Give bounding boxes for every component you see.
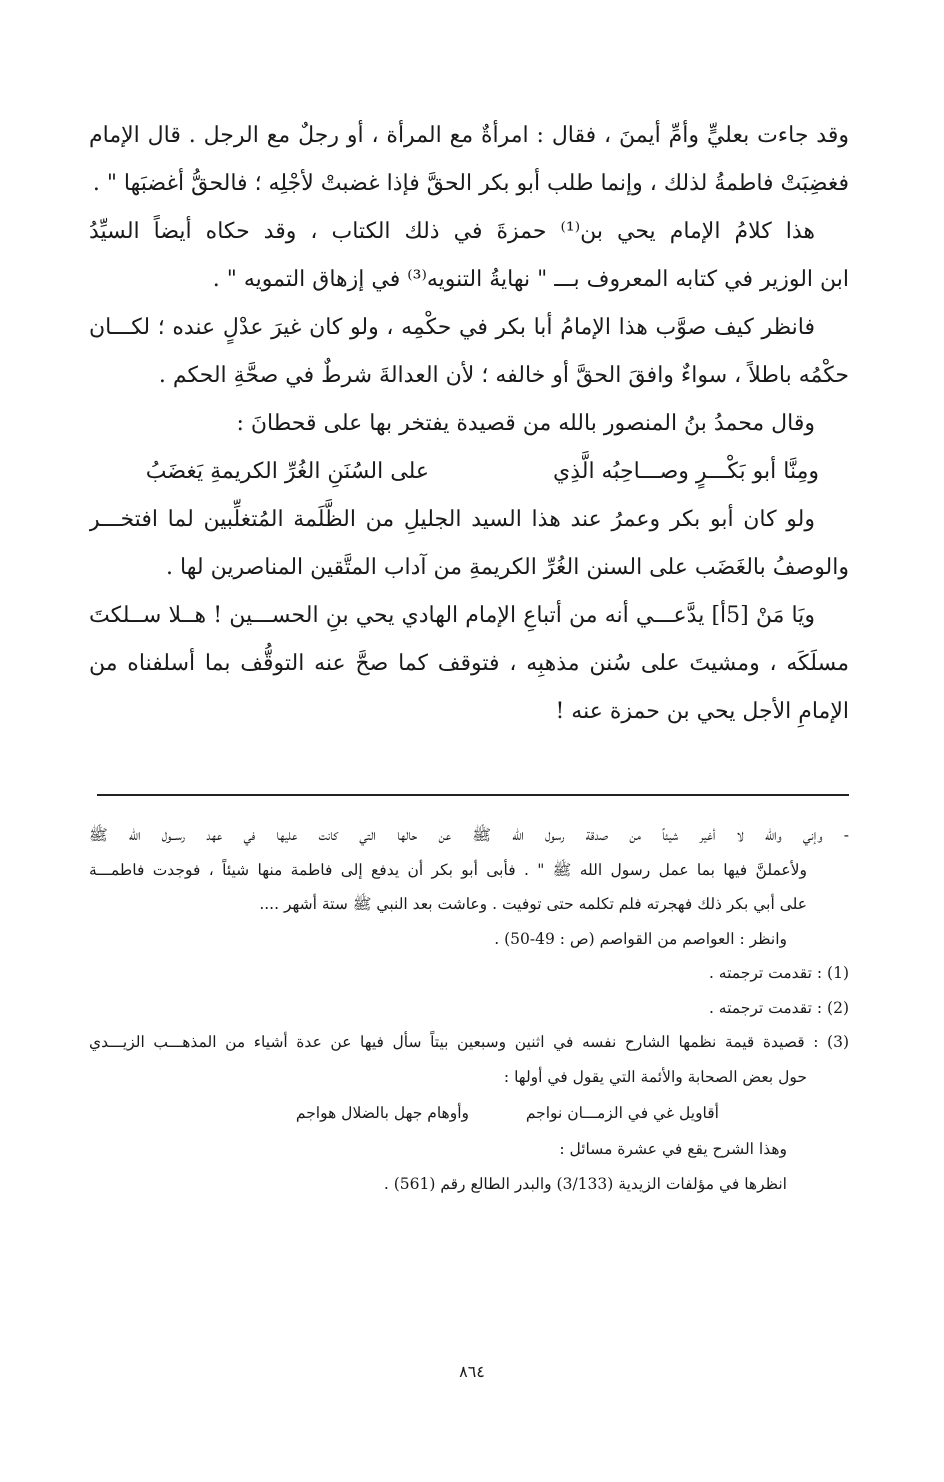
main-text bbox=[89, 112, 849, 736]
footnote-verse bbox=[89, 1094, 849, 1132]
body-line: ولو كان أبو بكر وعمرُ عند هذا السيد الجليلِ من الظَّلَمة المُتغلِّبين لما افتخـــر bbox=[89, 507, 815, 532]
footnote-line: انظرها في مؤلفات الزيدية (3/133) والبدر الطالع رقم (561) . bbox=[383, 1174, 787, 1193]
body-line: الإمامِ الأجل يحي بن حمزة عنه ! bbox=[555, 699, 849, 724]
footnote-line: حول بعض الصحابة والأئمة التي يقول في أولها : bbox=[503, 1067, 807, 1086]
verse-second-hemistich: وأوهام جهل بالضلال هواجم bbox=[295, 1104, 469, 1122]
footnote-1: (1) : تقدمت ترجمته . bbox=[708, 964, 849, 982]
footnote-3: (3) : قصيدة قيمة نظمها الشارح نفسه في اثنين وسبعين بيتاً سأل فيها عن عدة أشياء من المذهـــب الزيـــدي bbox=[89, 1033, 849, 1051]
verse-first-hemistich: أقاويل غي في الزمـــان نواجم bbox=[525, 1104, 719, 1122]
footnote-separator bbox=[97, 794, 849, 796]
footnote-line: وهذا الشرح يقع في عشرة مسائل : bbox=[559, 1140, 787, 1158]
footnotes bbox=[89, 818, 849, 1201]
body-line: وقد جاءت بعليٍّ وأمِّ أيمنَ ، فقال : امرأةٌ مع المرأة ، أو رجلٌ مع الرجل . قال الإمام bbox=[89, 123, 849, 148]
footnote-line: وانظر : العواصم من القواصم (ص : 49-50) . bbox=[494, 929, 787, 948]
body-line: ابن الوزير في كتابه المعروف بـــ " نهايةُ التنويه⁽³⁾ في إزهاق التمويه " . bbox=[212, 267, 849, 292]
poem-verse bbox=[89, 448, 849, 496]
body-line: مسلَكَه ، ومشيتَ على سُنن مذهبِه ، فتوقف كما صحَّ عنه التوقُّف بما أسلفناه من bbox=[89, 651, 849, 676]
body-line: وقال محمدُ بنُ المنصور بالله من قصيدة يفتخر بها على قحطانَ : bbox=[236, 411, 815, 436]
footnote-line: على أبي بكر ذلك فهجرته فلم تكلمه حتى توفيت . وعاشت بعد النبي ﷺ ستة أشهر .... bbox=[259, 895, 807, 913]
body-line: فانظر كيف صوَّب هذا الإمامُ أبا بكر في حكْمِه ، ولو كان غيرَ عدْلٍ عنده ؛ لكـــان bbox=[89, 315, 815, 340]
body-line: هذا كلامُ الإمام يحي بن⁽¹⁾ حمزةَ في ذلك الكتاب ، وقد حكاه أيضاً السيِّدُ bbox=[89, 219, 815, 244]
body-line: حكْمُه باطلاً ، سواءٌ وافقَ الحقَّ أو خالفه ؛ لأن العدالةَ شرطٌ في صحَّةِ الحكم . bbox=[158, 363, 849, 388]
verse-second-hemistich: على السُنَنِ الغُرِّ الكريمةِ يَغضَبُ bbox=[145, 459, 429, 484]
footnote-line: - وإني والله لا أغير شيئاً من صدقة رسول الله ﷺ عن حالها التي كانت عليها في عهد رســول الله ﷺ bbox=[89, 826, 849, 844]
body-line: والوصفُ بالغَضَب على السنن الغُرِّ الكريمةِ من آداب المتَّقين المناصرين لها . bbox=[166, 555, 849, 580]
footnote-2: (2) : تقدمت ترجمته . bbox=[708, 998, 849, 1017]
body-line: فغضِبَتْ فاطمةُ لذلك ، وإنما طلب أبو بكر الحقَّ فإذا غضبتْ لأجْلِه ؛ فالحقُّ أغضبَها " . bbox=[92, 171, 849, 196]
body-line: ويَا مَنْ [5أ] يدَّعـــي أنه من أتباعِ الإمام الهادي يحي بنِ الحســـين ! هــلا ســلكتَ bbox=[89, 603, 815, 628]
page-number: ٨٦٤ bbox=[459, 1362, 485, 1381]
footnote-line: ولأعملنَّ فيها بما عمل رسول الله ﷺ " . فأبى أبو بكر أن يدفع إلى فاطمة منها شيئاً ، فوجدت فاطمـــة bbox=[89, 860, 807, 879]
verse-first-hemistich: ومِنَّا أبو بَكْـــرٍ وصـــاحِبُه الَّذِي bbox=[552, 459, 819, 484]
